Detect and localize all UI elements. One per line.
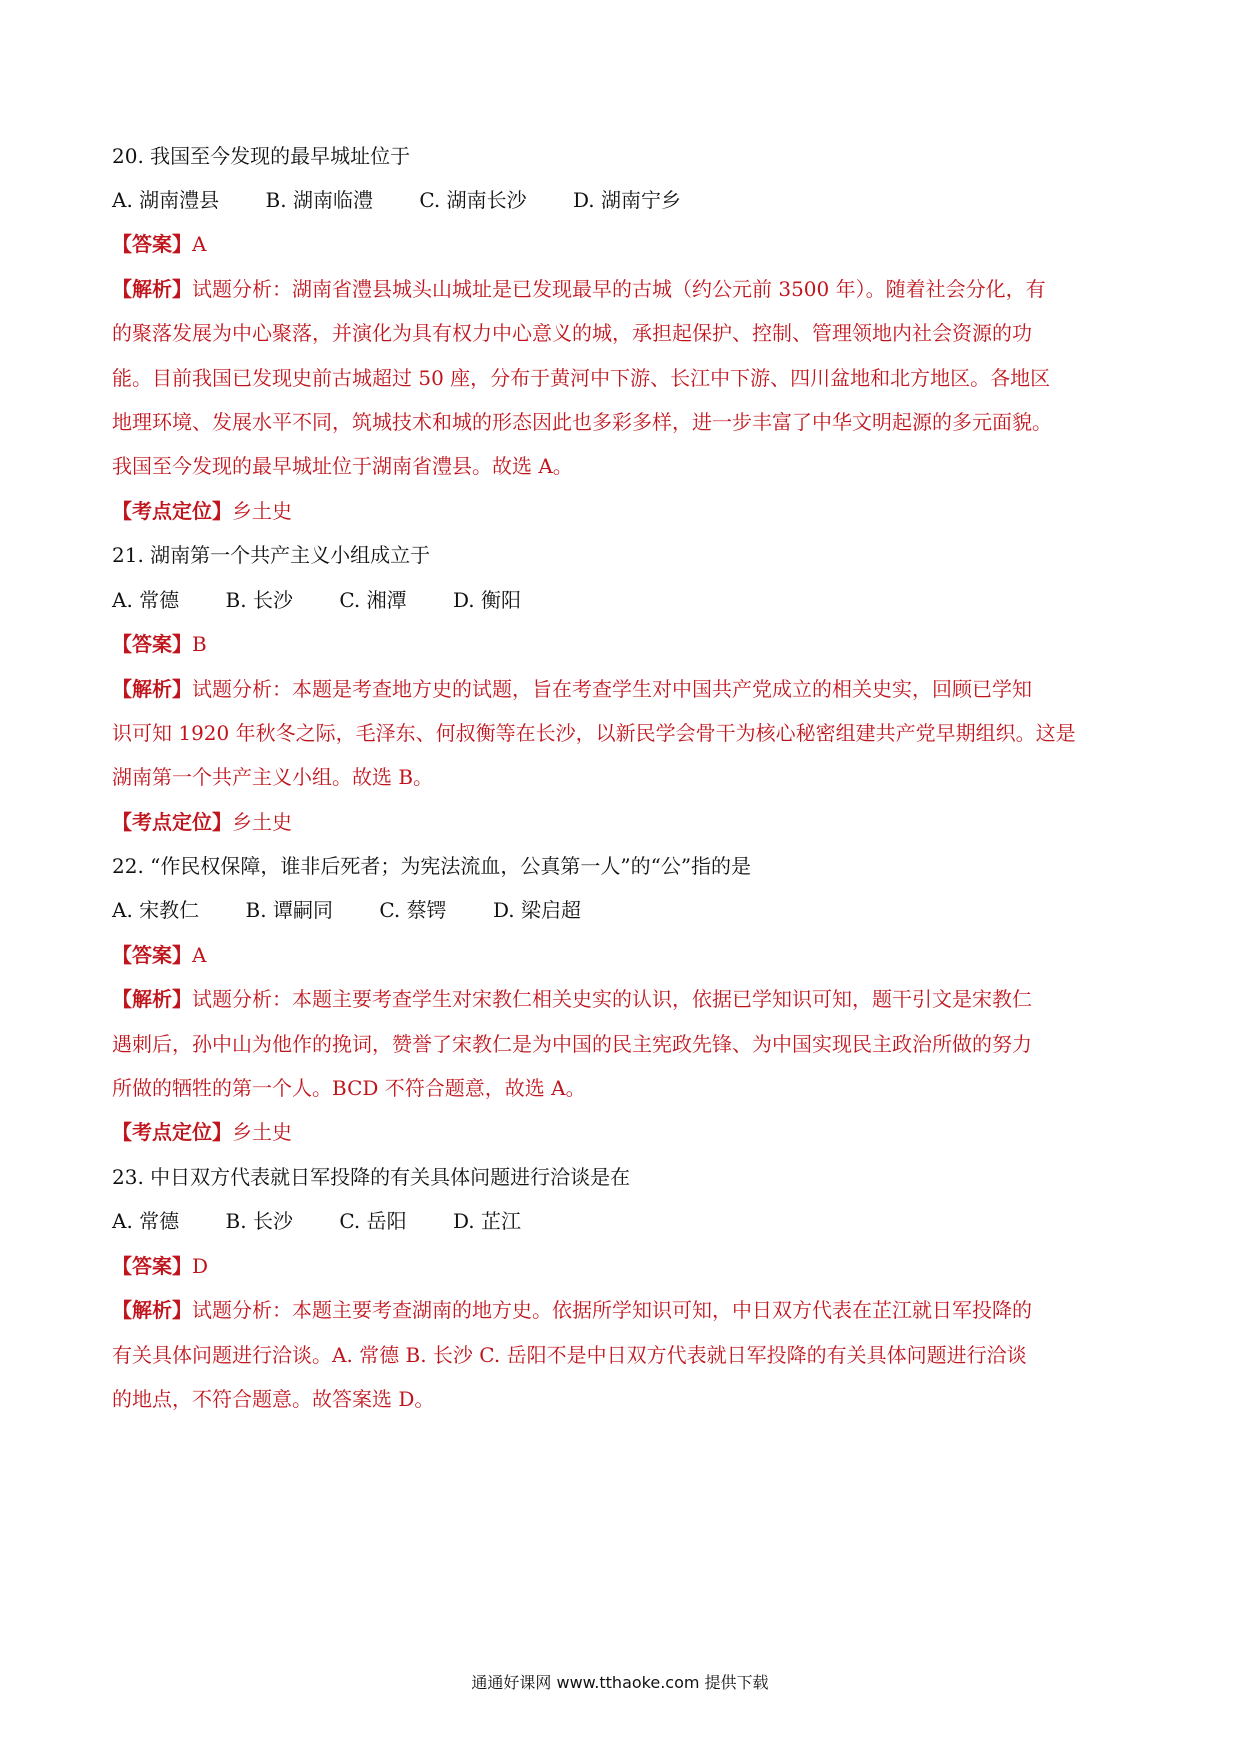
analysis-text: 试题分析：本题主要考查学生对宋教仁相关史实的认识，依据已学知识可知，题干引文是宋教仁: [192, 987, 1032, 1011]
topic-value: 乡土史: [232, 810, 292, 834]
option-b: B. 湖南临澧: [265, 188, 373, 212]
question-23-analysis-line-2: 有关具体问题进行洽谈。A. 常德 B. 长沙 C. 岳阳不是中日双方代表就日军投降的有关具体问题进行洽谈: [112, 1343, 1027, 1367]
answer-label: 【答案】: [112, 943, 192, 967]
question-22-analysis-line-1: [112, 987, 1132, 1011]
option-a: A. 常德: [112, 1209, 180, 1233]
question-21-analysis-line-1: [112, 677, 1132, 701]
question-23-stem: 23. 中日双方代表就日军投降的有关具体问题进行洽谈是在: [112, 1165, 631, 1189]
topic-label: 【考点定位】: [112, 499, 232, 523]
answer-value: A: [192, 232, 207, 256]
question-20-answer: [112, 232, 1132, 256]
option-c: C. 湖南长沙: [419, 188, 527, 212]
analysis-label: 【解析】: [112, 277, 192, 301]
question-21-answer: [112, 632, 1132, 656]
question-20-analysis-line-1: [112, 277, 1132, 301]
analysis-label: 【解析】: [112, 987, 192, 1011]
question-22-topic: [112, 1120, 1132, 1144]
analysis-text: 试题分析：本题是考查地方史的试题，旨在考查学生对中国共产党成立的相关史实，回顾已学知: [192, 677, 1032, 701]
option-d: D. 衡阳: [452, 588, 522, 612]
topic-value: 乡土史: [232, 499, 292, 523]
question-20-analysis-line-5: 我国至今发现的最早城址位于湖南省澧县。故选 A。: [112, 454, 573, 478]
option-b: B. 长沙: [225, 588, 293, 612]
analysis-text: 试题分析：本题主要考查湖南的地方史。依据所学知识可知，中日双方代表在芷江就日军投降的: [192, 1298, 1032, 1322]
question-20-options: [112, 188, 1132, 212]
question-22-options: [112, 898, 1132, 922]
question-21-analysis-line-2: 识可知 1920 年秋冬之际，毛泽东、何叔衡等在长沙，以新民学会骨干为核心秘密组建共产党早期组织。这是: [112, 721, 1076, 745]
option-d: D. 湖南宁乡: [572, 188, 682, 212]
answer-label: 【答案】: [112, 1254, 192, 1278]
option-c: C. 岳阳: [339, 1209, 407, 1233]
question-20-stem: 20. 我国至今发现的最早城址位于: [112, 144, 411, 168]
option-c: C. 蔡锷: [379, 898, 447, 922]
question-22-answer: [112, 943, 1132, 967]
question-23-analysis-line-3: 的地点，不符合题意。故答案选 D。: [112, 1387, 435, 1411]
answer-value: D: [192, 1254, 209, 1278]
analysis-text: 试题分析：湖南省澧县城头山城址是已发现最早的古城（约公元前 3500 年）。随着社会分化，有: [192, 277, 1046, 301]
question-22-analysis-line-2: 遇刺后，孙中山为他作的挽词，赞誉了宋教仁是为中国的民主宪政先锋、为中国实现民主政治所做的努力: [112, 1032, 1032, 1056]
option-a: A. 宋教仁: [112, 898, 200, 922]
topic-value: 乡土史: [232, 1120, 292, 1144]
option-b: B. 长沙: [225, 1209, 293, 1233]
analysis-label: 【解析】: [112, 677, 192, 701]
question-21-stem: 21. 湖南第一个共产主义小组成立于: [112, 543, 431, 567]
question-20-analysis-line-4: 地理环境、发展水平不同，筑城技术和城的形态因此也多彩多样，进一步丰富了中华文明起源的多元面貌。: [112, 410, 1052, 434]
question-23-analysis-line-1: [112, 1298, 1132, 1322]
option-d: D. 梁启超: [492, 898, 582, 922]
question-20-analysis-line-3: 能。目前我国已发现史前古城超过 50 座，分布于黄河中下游、长江中下游、四川盆地和北方地区。各地区: [112, 366, 1051, 390]
option-d: D. 芷江: [452, 1209, 522, 1233]
answer-value: A: [192, 943, 207, 967]
question-22-stem: 22. “作民权保障，谁非后死者；为宪法流血，公真第一人”的“公”指的是: [112, 854, 752, 878]
option-c: C. 湘潭: [339, 588, 407, 612]
option-a: A. 常德: [112, 588, 180, 612]
question-20-topic: [112, 499, 1132, 523]
option-b: B. 谭嗣同: [245, 898, 333, 922]
question-22-analysis-line-3: 所做的牺牲的第一个人。BCD 不符合题意，故选 A。: [112, 1076, 586, 1100]
question-20-analysis-line-2: 的聚落发展为中心聚落，并演化为具有权力中心意义的城，承担起保护、控制、管理领地内社会资源的功: [112, 321, 1032, 345]
topic-label: 【考点定位】: [112, 810, 232, 834]
analysis-label: 【解析】: [112, 1298, 192, 1322]
question-21-analysis-line-3: 湖南第一个共产主义小组。故选 B。: [112, 765, 434, 789]
question-23-options: [112, 1209, 1132, 1233]
question-23-answer: [112, 1254, 1132, 1278]
page-footer: 通通好课网 www.tthaoke.com 提供下载: [471, 1673, 769, 1692]
answer-label: 【答案】: [112, 232, 192, 256]
option-a: A. 湖南澧县: [112, 188, 220, 212]
answer-value: B: [192, 632, 207, 656]
question-21-topic: [112, 810, 1132, 834]
answer-label: 【答案】: [112, 632, 192, 656]
topic-label: 【考点定位】: [112, 1120, 232, 1144]
question-21-options: [112, 588, 1132, 612]
